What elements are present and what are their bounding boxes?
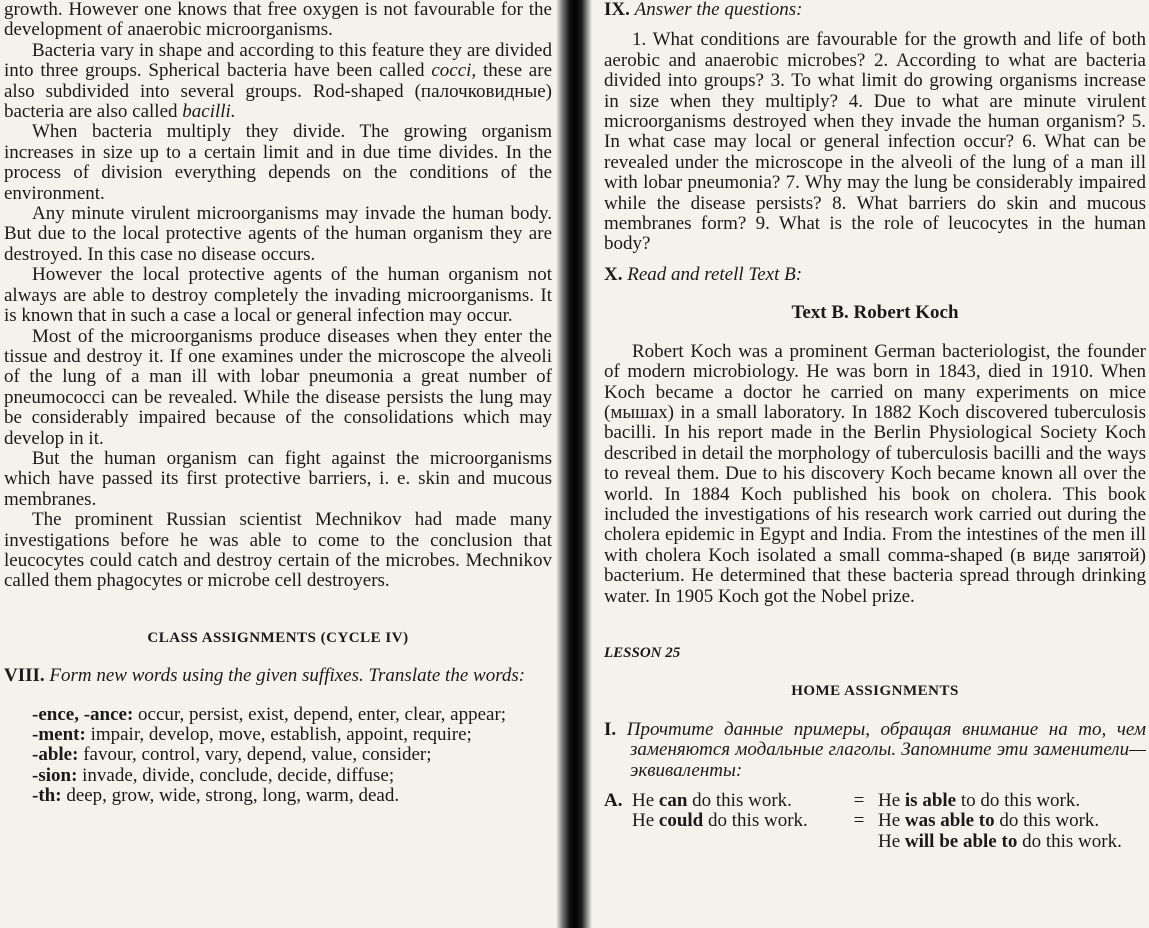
example-row-can: A. He can do this work. = He is able to do this work. (604, 790, 1081, 811)
paragraph-invade: Any minute virulent microorganisms may invade the human body. But due to the local protective agents of the human organism they are destroyed. In this case no disease occurs. (4, 203, 552, 265)
suffix-ence-ance: -ence, -ance: occur, persist, exist, depend, enter, clear, appear; (32, 703, 507, 725)
example-row-will-be-able: He will be able to do this work. (878, 830, 1122, 852)
paragraph-growth: growth. However one knows that free oxygen is not favourable for the development of anaerobic microorganisms. (4, 0, 552, 41)
suffix-th: -th: deep, grow, wide, strong, long, warm, dead. (32, 785, 400, 807)
lesson-label: LESSON 25 (604, 644, 681, 661)
paragraph-fight: But the human organism can fight against the microorganisms which have passed its first protective barriers, i. e. skin and mucous membranes. (4, 447, 552, 510)
paragraph-multiply: When bacteria multiply they divide. The growing organism increases in size up to a certain limit and in due time divides. In the process of division everything depends on the conditions of the environment. (4, 121, 552, 204)
text-b-body: Robert Koch was a prominent German bacteriologist, the founder of modern microbiology. He was born in 1843, died in 1910. When Koch became a doctor he carried on many experiments on mice (мышах) in a small laboratory. In 1882 Koch discovered tuberculosis bacilli. In his report made in the Berlin Physiological Society Koch described in detail the morphology of tuberculosis bacilli and the ways to reveal them. Due to his discovery Koch became known all over the world. In 1884 Koch published his book on cholera. This book included the investigations of his research work carried out during the cholera epidemic in Egypt and India. From the intestines of the men ill with cholera Koch isolated a small comma-shaped (в виде запятой) bacterium. He determined that these bacteria spread through drinking water. In 1905 Koch got the Nobel prize. (604, 340, 1146, 607)
text-b-title: Text B. Robert Koch (791, 302, 959, 324)
modal-examples (604, 791, 1146, 852)
paragraph-bacteria-shape: Bacteria vary in shape and according to this feature they are divided into three groups. Spherical bacteria have been called cocci, these are also subdivided into several groups. Rod-shaped (палочковидные) bacteria are also called bacilli. (4, 39, 552, 123)
exercise-10-instruction: X. Read and retell Text B: (604, 263, 803, 285)
paragraph-mechnikov: The prominent Russian scientist Mechnikov had made many investigations before he was able to come to the conclusion that leucocytes could catch and destroy certain of the microbes. Mechnikov called them phagocytes or microbe cell destroyers. (4, 509, 552, 592)
exercise-8-instruction: VIII. Form new words using the given suffixes. Translate the words: (4, 665, 526, 687)
suffix-ment: -ment: impair, develop, move, establish, appoint, require; (32, 724, 472, 745)
book-gutter-shadow (556, 0, 592, 928)
example-row-could: He could do this work. = He was able to do this work. (632, 810, 1100, 832)
class-assignments-heading: CLASS ASSIGNMENTS (CYCLE IV) (147, 629, 409, 646)
suffix-able: -able: favour, control, vary, depend, value, consider; (32, 744, 432, 766)
paragraph-protective-agents: However the local protective agents of the human organism not always are able to destroy completely the invading microorganisms. It is known that in such a case a local or general infection may occur. (4, 264, 552, 327)
exercise-9-questions: 1. What conditions are favourable for the growth and life of both aerobic and anaerobic microbes? 2. According to what are bacteria divided into groups? 3. To what limit do growing organisms increase in size when they multiply? 4. Due to what are minute virulent microorganisms destroyed when they invade the human organism? 5. In what case may local or general infection occur? 6. What can be revealed under the microscope in the alveoli of the lung of a man ill with lobar pneumonia? 7. Why may the lung be considerably impaired while the disease persists? 8. What barriers do skin and mucous membranes form? 9. What is the role of leucocytes in the human body? (604, 29, 1146, 255)
paragraph-diseases: Most of the microorganisms produce diseases when they enter the tissue and destroy it. If one examines under the microscope the alveoli of the lung of a man ill with lobar pneumonia a great number of pneumococci can be revealed. While the disease persists the lung may be considerably impaired because of the consolidations which may develop in it. (4, 325, 552, 449)
suffix-sion: -sion: invade, divide, conclude, decide, diffuse; (32, 764, 395, 786)
exercise-9-instruction: IX. Answer the questions: (604, 0, 803, 20)
exercise-1-instruction: I. Прочтите данные примеры, обращая внимание на то, чем заменяются модальные глаголы. Запомните эти заменители—эквиваленты: (604, 718, 1146, 781)
left-page-column (4, 0, 552, 807)
home-assignments-heading: HOME ASSIGNMENTS (791, 683, 959, 700)
right-page-column (604, 0, 1146, 852)
